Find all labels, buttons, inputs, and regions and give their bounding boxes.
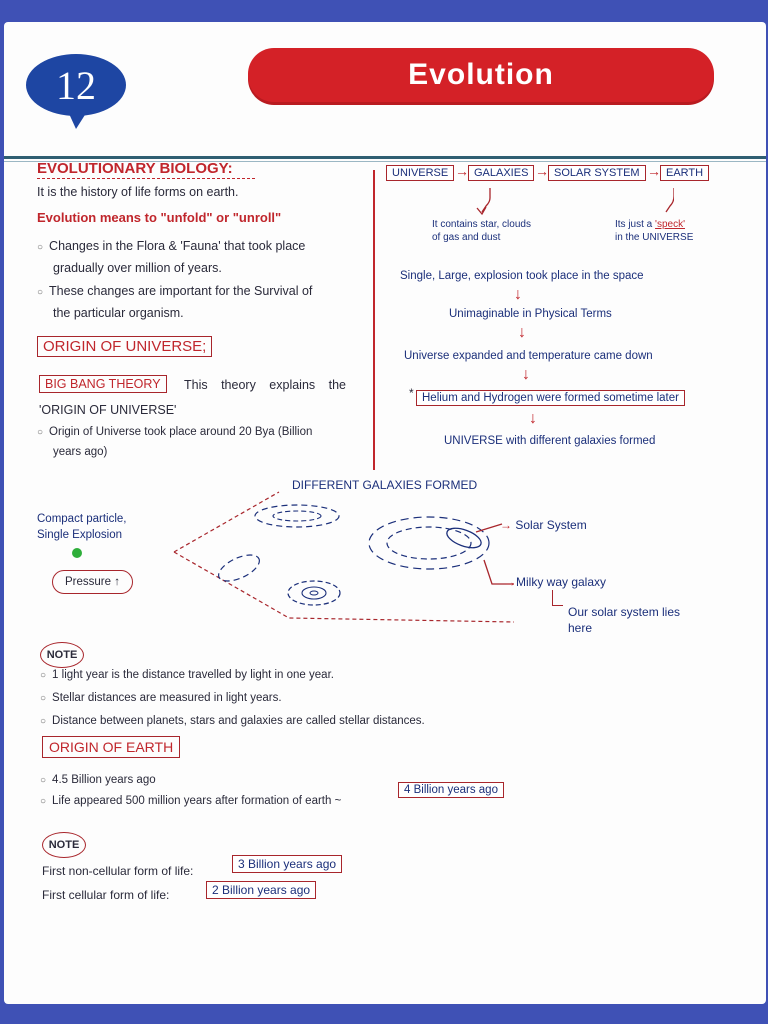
pressure-cloud: Pressure ↑ <box>52 570 133 594</box>
note-badge-2: NOTE <box>42 832 86 858</box>
note-list <box>40 664 425 733</box>
particle-dot <box>72 548 82 558</box>
arrow-right-icon: → <box>535 163 549 179</box>
big-bang-text-2: 'ORIGIN OF UNIVERSE' <box>39 403 177 417</box>
solar-system-label: → Solar System <box>500 518 587 532</box>
arrow-down-icon: ↓ <box>514 286 522 303</box>
origin-universe-heading: ORIGIN OF UNIVERSE; <box>37 336 212 357</box>
list-item: ○ These changes are important for the Survival of <box>37 284 313 298</box>
list-item: ○ Distance between planets, stars and galaxies are called stellar distances. <box>40 715 425 727</box>
step-4: Helium and Hydrogen were formed sometime later <box>416 390 685 406</box>
flow-solar-system: SOLAR SYSTEM <box>548 165 646 181</box>
arrow-down-icon: ↓ <box>518 324 526 341</box>
milky-way-label: →Milky way galaxy <box>504 575 607 589</box>
flow-galaxies: GALAXIES <box>468 165 534 181</box>
big-bang-text: This theory explains the <box>184 378 347 392</box>
list-item: ○ Changes in the Flora & 'Fauna' that took place <box>37 239 306 253</box>
earth-item-1: ○ 4.5 Billion years ago <box>40 774 156 786</box>
chapter-title: Evolution <box>248 48 714 102</box>
evolutionary-biology-heading: EVOLUTIONARY BIOLOGY: <box>37 160 233 177</box>
chapter-number: 12 <box>26 54 126 116</box>
definition-text: It is the history of life forms on earth. <box>37 185 239 199</box>
notebook-page <box>4 22 766 1004</box>
first-cellular-box: 2 Billion years ago <box>206 881 316 899</box>
column-divider <box>373 170 375 470</box>
list-item-cont: the particular organism. <box>53 306 184 320</box>
evolution-meaning: Evolution means to "unfold" or "unroll" <box>37 210 282 225</box>
earth-item-2-box: 4 Billion years ago <box>398 782 504 798</box>
arrow-down-icon: ↓ <box>522 366 530 383</box>
galaxies-note: It contains star, clouds of gas and dust <box>432 219 531 243</box>
list-item: ○ 1 light year is the distance travelled by light in one year. <box>40 669 334 681</box>
galaxies-title: DIFFERENT GALAXIES FORMED <box>292 478 478 492</box>
list-item: ○ Stellar distances are measured in light years. <box>40 692 282 704</box>
compact-particle-label: Compact particle, Single Explosion <box>37 513 127 541</box>
step-3: Universe expanded and temperature came down <box>404 350 653 362</box>
first-noncellular-box: 3 Billion years ago <box>232 855 342 873</box>
origin-earth-heading: ORIGIN OF EARTH <box>42 736 180 758</box>
arrow-right-icon: → <box>647 163 661 179</box>
star-mark: * <box>409 386 414 400</box>
arrow-right-icon: → <box>455 163 469 179</box>
step-5: UNIVERSE with different galaxies formed <box>444 435 656 447</box>
connector-line <box>552 590 563 606</box>
origin-bullet-2: years ago) <box>53 446 108 458</box>
flow-earth: EARTH <box>660 165 709 181</box>
earth-item-2: ○ Life appeared 500 million years after formation of earth ~ <box>40 795 342 807</box>
earth-note: Its just a 'speck' in the UNIVERSE <box>615 219 694 243</box>
heading-underline <box>37 178 255 179</box>
our-solar-system-label: Our solar system lies here <box>568 605 681 635</box>
header-divider <box>4 156 766 159</box>
bullet-list <box>37 236 367 324</box>
galaxy-diagram <box>164 488 524 628</box>
note-badge: NOTE <box>40 642 84 668</box>
big-bang-label: BIG BANG THEORY <box>39 375 167 393</box>
flow-universe: UNIVERSE <box>386 165 454 181</box>
arrow-down-icon: ↓ <box>529 410 537 427</box>
first-cellular: First cellular form of life: <box>42 888 170 902</box>
origin-bullet: ○ Origin of Universe took place around 20 Bya (Billion <box>37 426 313 438</box>
step-1: Single, Large, explosion took place in the space <box>400 270 644 282</box>
step-2: Unimaginable in Physical Terms <box>449 308 612 320</box>
list-item-cont: gradually over million of years. <box>53 261 222 275</box>
flow-connector-arrows <box>474 186 674 218</box>
first-noncellular: First non-cellular form of life: <box>42 864 194 878</box>
